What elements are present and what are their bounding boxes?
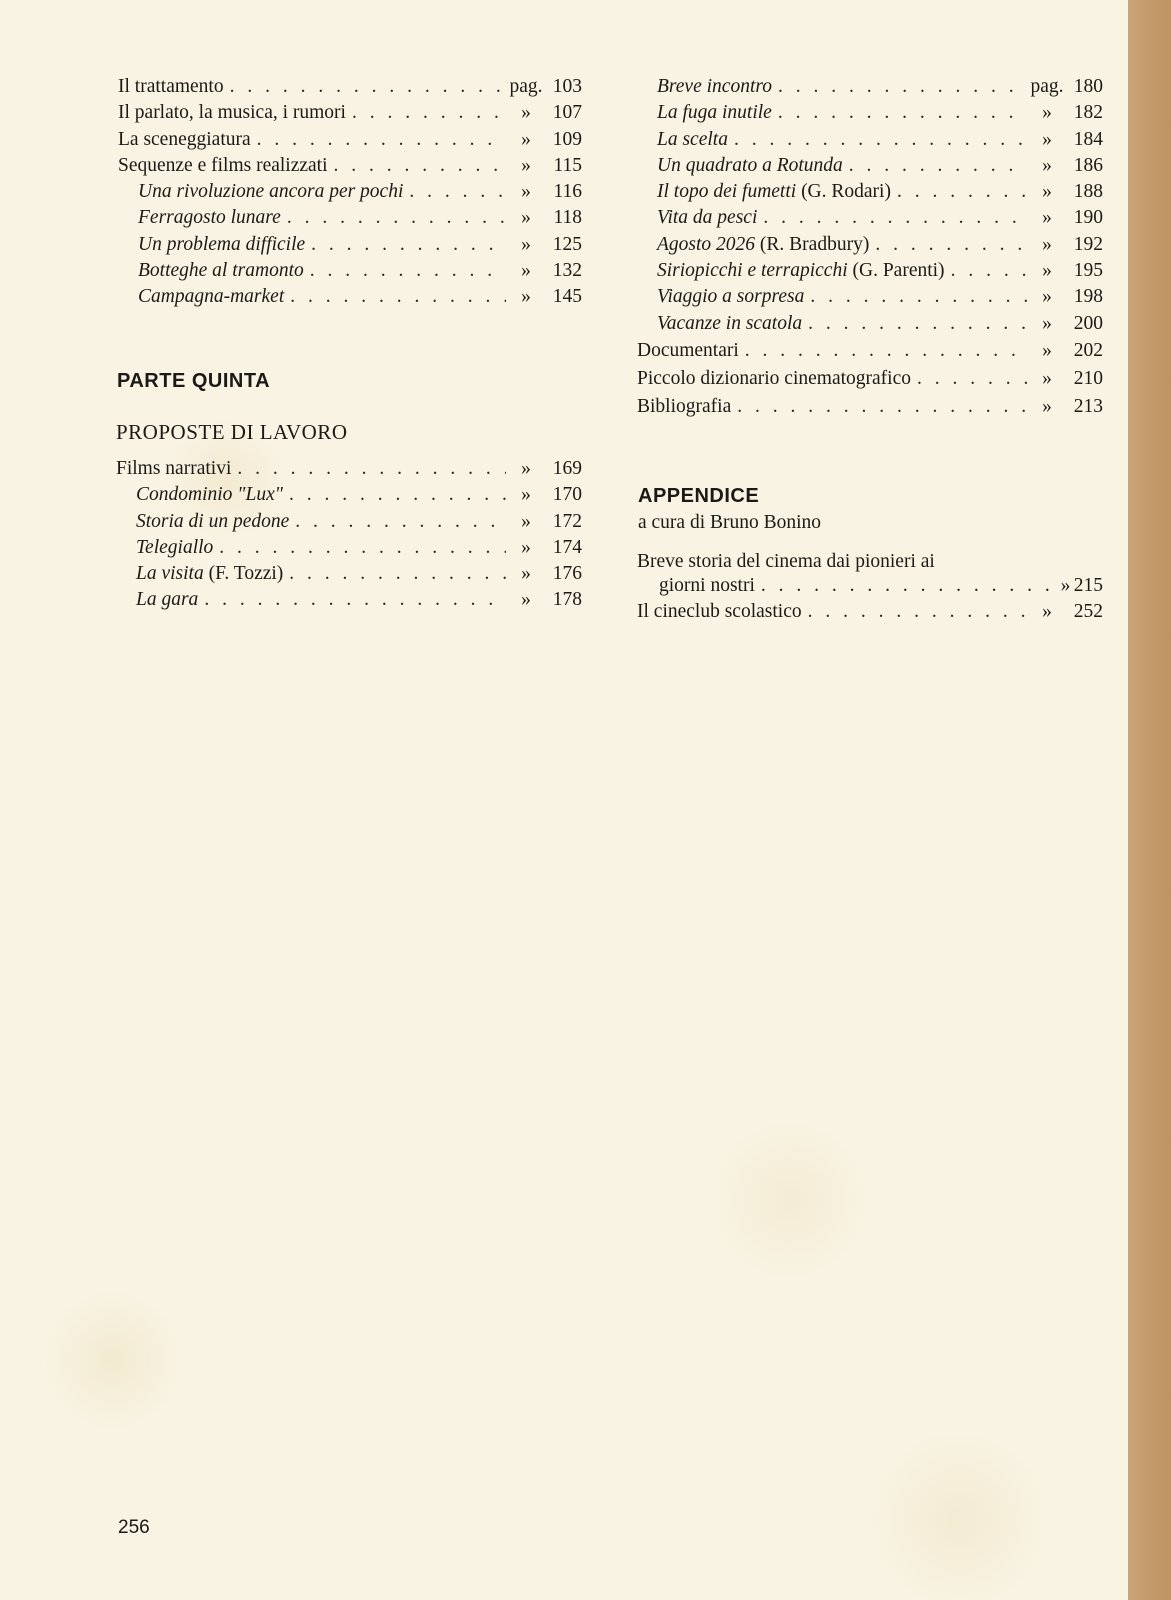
toc-entry-prefix: »	[521, 181, 531, 203]
toc-entry-title: Botteghe al tramonto	[138, 260, 304, 282]
toc-entry	[118, 232, 582, 258]
appendice-credit: a cura di Bruno Bonino	[638, 512, 822, 533]
toc-appendice	[637, 550, 1103, 626]
leader-dots	[802, 311, 1027, 337]
leader-dots	[251, 127, 506, 153]
toc-entry	[118, 179, 582, 205]
toc-left-top	[118, 74, 582, 311]
toc-entry-page: 198	[1073, 286, 1103, 308]
toc-entry-prefix: »	[521, 286, 531, 308]
toc-entry-title: Piccolo dizionario cinematografico	[637, 367, 911, 389]
toc-entry-title: Documentari	[637, 339, 739, 361]
leader-dots	[728, 127, 1027, 153]
leader-dots	[739, 337, 1027, 365]
toc-entry-title: La sceneggiatura	[118, 128, 251, 150]
leader-dots	[224, 74, 506, 100]
leader-dots	[804, 284, 1027, 310]
leader-dots	[231, 456, 506, 482]
toc-entry-page: 178	[552, 589, 582, 611]
toc-entry-title-cont: giorni nostri	[659, 575, 755, 596]
toc-entry-page: 190	[1073, 207, 1103, 229]
toc-left-bottom	[116, 456, 582, 614]
leader-dots	[198, 587, 506, 613]
toc-entry-page: 188	[1073, 181, 1103, 203]
toc-entry	[116, 456, 582, 482]
toc-entry-page: 182	[1073, 102, 1103, 124]
toc-entry-prefix: »	[521, 536, 531, 558]
toc-entry-page: 176	[552, 563, 582, 585]
leader-dots	[772, 100, 1027, 126]
toc-entry	[118, 74, 582, 100]
toc-entry	[637, 393, 1103, 421]
toc-entry	[118, 100, 582, 126]
toc-entry-prefix: »	[1042, 601, 1052, 622]
toc-entry-prefix: »	[521, 510, 531, 532]
toc-entry-prefix: »	[521, 207, 531, 229]
toc-entry-author: (F. Tozzi)	[208, 563, 284, 585]
toc-entry-title: Campagna-market	[138, 286, 285, 308]
toc-entry-prefix: »	[1060, 575, 1071, 596]
toc-entry-title: La scelta	[657, 128, 728, 150]
page-edge	[1128, 0, 1171, 1600]
toc-entry-page: 213	[1073, 395, 1103, 417]
toc-entry-title: Il cineclub scolastico	[637, 601, 802, 622]
leader-dots	[304, 258, 506, 284]
toc-entry	[118, 205, 582, 231]
toc-entry-page: 145	[552, 286, 582, 308]
toc-entry	[637, 311, 1103, 337]
toc-entry	[637, 258, 1103, 284]
leader-dots	[869, 232, 1027, 258]
leader-dots	[911, 365, 1027, 393]
toc-entry-page: 252	[1073, 601, 1103, 622]
leader-dots	[284, 284, 506, 310]
toc-entry-prefix: »	[1042, 367, 1052, 389]
toc-entry-page: 170	[552, 484, 582, 506]
toc-entry-page: 118	[553, 207, 582, 229]
toc-entry-prefix: »	[521, 233, 531, 255]
toc-entry-prefix: »	[1042, 260, 1052, 282]
toc-entry-prefix: »	[1042, 286, 1052, 308]
toc-entry-page: 116	[553, 181, 582, 203]
leader-dots	[328, 153, 506, 179]
toc-entry-cineclub	[637, 598, 1103, 626]
toc-entry-title: La fuga inutile	[657, 102, 772, 124]
toc-entry-title: Telegiallo	[136, 536, 214, 558]
toc-entry-title: Ferragosto lunare	[138, 207, 281, 229]
toc-entry-page: 115	[553, 154, 582, 176]
toc-entry-prefix: »	[521, 154, 531, 176]
toc-entry-title: Bibliografia	[637, 395, 732, 417]
toc-entry-prefix: »	[521, 484, 531, 506]
toc-entry-title: Il trattamento	[118, 76, 224, 97]
toc-entry-title: Condominio "Lux"	[136, 484, 283, 506]
toc-entry-prefix: pag.	[509, 76, 543, 97]
toc-entry	[116, 587, 582, 613]
toc-entry-title: Un problema difficile	[138, 233, 306, 255]
leader-dots	[802, 598, 1027, 626]
toc-entry	[637, 153, 1103, 179]
toc-entry-page: 202	[1073, 339, 1103, 361]
toc-entry	[118, 284, 582, 310]
toc-entry-author: (G. Parenti)	[852, 260, 945, 282]
toc-entry-breve-storia	[637, 550, 1103, 598]
toc-entry-page: 192	[1073, 233, 1103, 255]
page-number: 256	[118, 1517, 150, 1538]
toc-right	[637, 74, 1103, 420]
toc-entry-prefix: »	[1042, 102, 1052, 124]
leader-dots	[283, 561, 506, 587]
toc-entry-title: Siriopicchi e terrapicchi (G. Parenti)	[657, 260, 945, 282]
toc-entry-title: Vacanze in scatola	[657, 312, 803, 334]
toc-entry	[637, 205, 1103, 231]
leader-dots	[289, 509, 506, 535]
toc-entry	[637, 127, 1103, 153]
toc-entry-page: 172	[552, 510, 582, 532]
toc-entry-prefix: »	[1042, 181, 1052, 203]
toc-entry	[637, 74, 1103, 100]
toc-entry-prefix: »	[521, 102, 531, 124]
toc-entry	[116, 482, 582, 508]
toc-entry-author: (G. Rodari)	[801, 181, 891, 203]
toc-entry-page: 174	[552, 536, 582, 558]
toc-entry-prefix: »	[1042, 207, 1052, 229]
toc-entry	[118, 153, 582, 179]
toc-entry-page: 103	[552, 76, 582, 97]
leader-dots	[945, 258, 1027, 284]
toc-entry-prefix: »	[1042, 233, 1052, 255]
toc-entry-prefix: pag.	[1030, 76, 1064, 97]
toc-entry-title: Una rivoluzione ancora per pochi	[138, 181, 404, 203]
leader-dots	[757, 205, 1027, 231]
toc-entry	[118, 127, 582, 153]
toc-entry-page: 125	[552, 233, 582, 255]
leader-dots	[346, 100, 506, 126]
toc-entry	[116, 561, 582, 587]
toc-entry-page: 109	[552, 128, 582, 150]
toc-entry	[637, 232, 1103, 258]
toc-entry-prefix: »	[521, 589, 531, 611]
leader-dots	[403, 179, 506, 205]
toc-entry-prefix: »	[1042, 128, 1052, 150]
toc-entry-prefix: »	[1042, 395, 1052, 417]
leader-dots	[731, 393, 1027, 421]
toc-entry-title: Breve incontro	[657, 76, 772, 97]
toc-entry-page: 132	[552, 260, 582, 282]
leader-dots	[843, 153, 1027, 179]
toc-entry-title: Un quadrato a Rotunda	[657, 154, 843, 176]
toc-entry-page: 180	[1073, 76, 1103, 97]
toc-entry	[116, 535, 582, 561]
toc-entry-title: Il topo dei fumetti (G. Rodari)	[657, 181, 891, 203]
toc-entry-prefix: »	[1042, 154, 1052, 176]
toc-entry-author: (R. Bradbury)	[759, 233, 870, 255]
toc-entry-prefix: »	[1042, 312, 1052, 334]
toc-entry-prefix: »	[521, 260, 531, 282]
toc-entry-title: La gara	[136, 589, 199, 611]
toc-entry-prefix: »	[521, 458, 531, 479]
toc-entry-title: La visita (F. Tozzi)	[136, 563, 284, 585]
toc-entry	[118, 258, 582, 284]
toc-entry	[637, 337, 1103, 365]
leader-dots	[213, 535, 506, 561]
toc-entry	[637, 179, 1103, 205]
leader-dots	[305, 232, 506, 258]
section-heading-appendice: APPENDICE	[638, 485, 760, 507]
toc-entry-prefix: »	[521, 563, 531, 585]
toc-entry-prefix: »	[1042, 339, 1052, 361]
leader-dots	[755, 574, 1057, 598]
toc-entry-page: 200	[1073, 312, 1103, 334]
toc-entry-title: Films narrativi	[116, 458, 232, 479]
toc-entry-prefix: »	[521, 128, 531, 150]
toc-entry-page: 215	[1073, 575, 1103, 596]
toc-entry-title: Sequenze e films realizzati	[118, 154, 328, 176]
section-subheading-proposte: PROPOSTE DI LAVORO	[116, 420, 348, 444]
toc-entry	[116, 509, 582, 535]
toc-entry-title: Vita da pesci	[657, 207, 758, 229]
toc-entry-title: Agosto 2026 (R. Bradbury)	[657, 233, 870, 255]
toc-entry-page: 186	[1073, 154, 1103, 176]
leader-dots	[283, 482, 506, 508]
toc-entry	[637, 284, 1103, 310]
toc-entry	[637, 100, 1103, 126]
toc-entry	[637, 365, 1103, 393]
leader-dots	[772, 74, 1027, 100]
toc-entry-title: Il parlato, la musica, i rumori	[118, 102, 346, 124]
toc-entry-page: 184	[1073, 128, 1103, 150]
toc-entry-page: 195	[1073, 260, 1103, 282]
toc-entry-page: 169	[552, 458, 582, 479]
toc-entry-title: Viaggio a sorpresa	[657, 286, 805, 308]
toc-entry-page: 210	[1073, 367, 1103, 389]
toc-entry-title: Storia di un pedone	[136, 510, 290, 532]
leader-dots	[891, 179, 1027, 205]
leader-dots	[281, 205, 506, 231]
section-heading-parte-quinta: PARTE QUINTA	[117, 370, 271, 392]
toc-entry-page: 107	[552, 102, 582, 124]
toc-entry-title: Breve storia del cinema dai pionieri ai	[637, 551, 935, 572]
